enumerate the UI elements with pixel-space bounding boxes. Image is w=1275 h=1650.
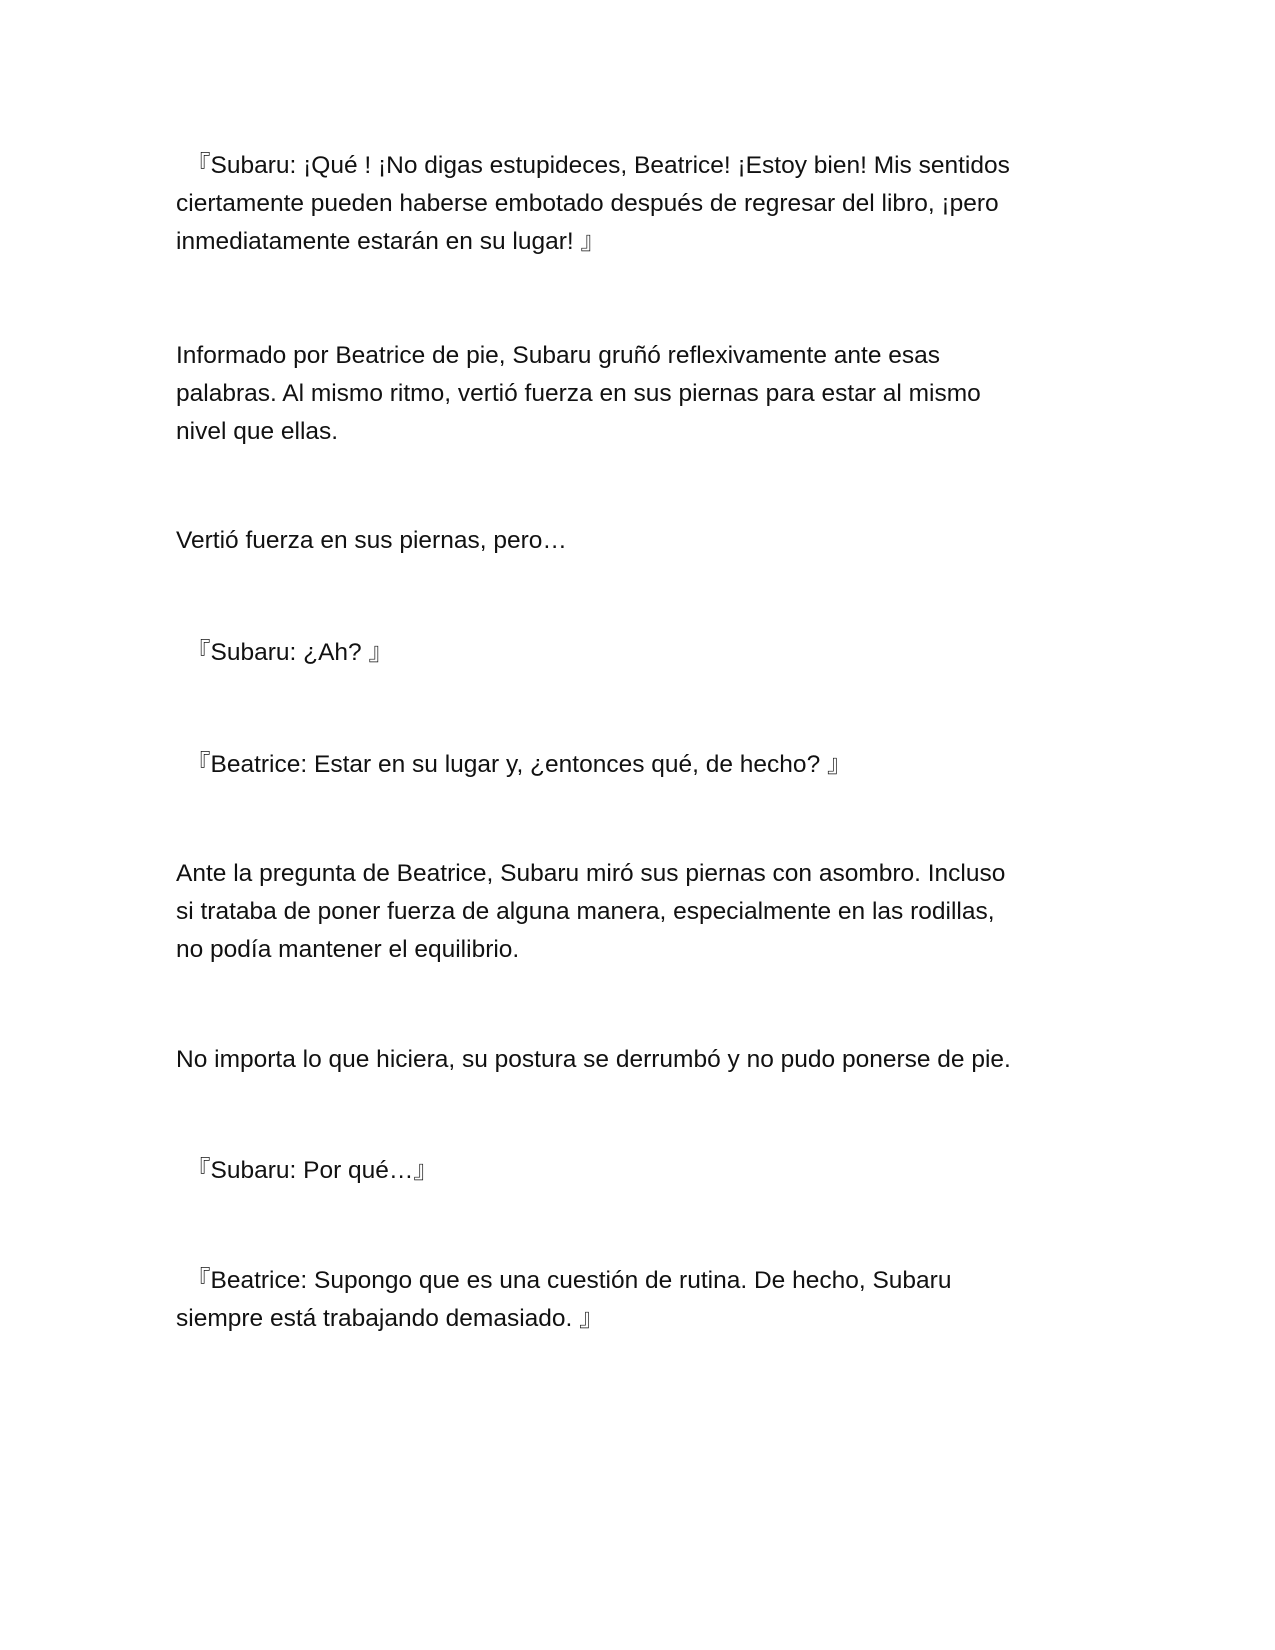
text-line: siempre está trabajando demasiado. 』 [176, 1305, 604, 1332]
paragraph-narration-1 [176, 337, 1106, 451]
paragraph-subaru-dialog-1 [176, 147, 1116, 261]
text-line: 『Beatrice: Estar en su lugar y, ¿entonces qué, de hecho? 』 [186, 751, 852, 778]
text-line: No importa lo que hiciera, su postura se derrumbó y no pudo ponerse de pie. [176, 1046, 1011, 1073]
paragraph-beatrice-dialog-2 [176, 1262, 1116, 1338]
text-line: Vertió fuerza en sus piernas, pero… [176, 527, 567, 554]
text-line: palabras. Al mismo ritmo, vertió fuerza en sus piernas para estar al mismo [176, 380, 981, 407]
paragraph-beatrice-dialog-1 [186, 746, 1116, 784]
paragraph-narration-4 [176, 1041, 1106, 1079]
text-line: ciertamente pueden haberse embotado después de regresar del libro, ¡pero [176, 190, 999, 217]
text-line: 『Beatrice: Supongo que es una cuestión de rutina. De hecho, Subaru [186, 1267, 952, 1294]
text-line: 『Subaru: ¡Qué ! ¡No digas estupideces, Beatrice! ¡Estoy bien! Mis sentidos [186, 152, 1010, 179]
paragraph-subaru-dialog-2 [186, 634, 1116, 672]
text-line: Informado por Beatrice de pie, Subaru gruñó reflexivamente ante esas [176, 342, 941, 369]
text-line: inmediatamente estarán en su lugar! 』 [176, 228, 605, 255]
text-line: Ante la pregunta de Beatrice, Subaru miró sus piernas con asombro. Incluso [176, 860, 1006, 887]
text-line: nivel que ellas. [176, 418, 339, 445]
paragraph-narration-2 [176, 522, 1106, 560]
paragraph-narration-3 [176, 855, 1106, 969]
text-line: si trataba de poner fuerza de alguna manera, especialmente en las rodillas, [176, 898, 995, 925]
text-line: no podía mantener el equilibrio. [176, 936, 520, 963]
text-line: 『Subaru: ¿Ah? 』 [186, 639, 393, 666]
paragraph-subaru-dialog-3 [186, 1152, 1116, 1190]
text-line: 『Subaru: Por qué…』 [186, 1157, 438, 1184]
